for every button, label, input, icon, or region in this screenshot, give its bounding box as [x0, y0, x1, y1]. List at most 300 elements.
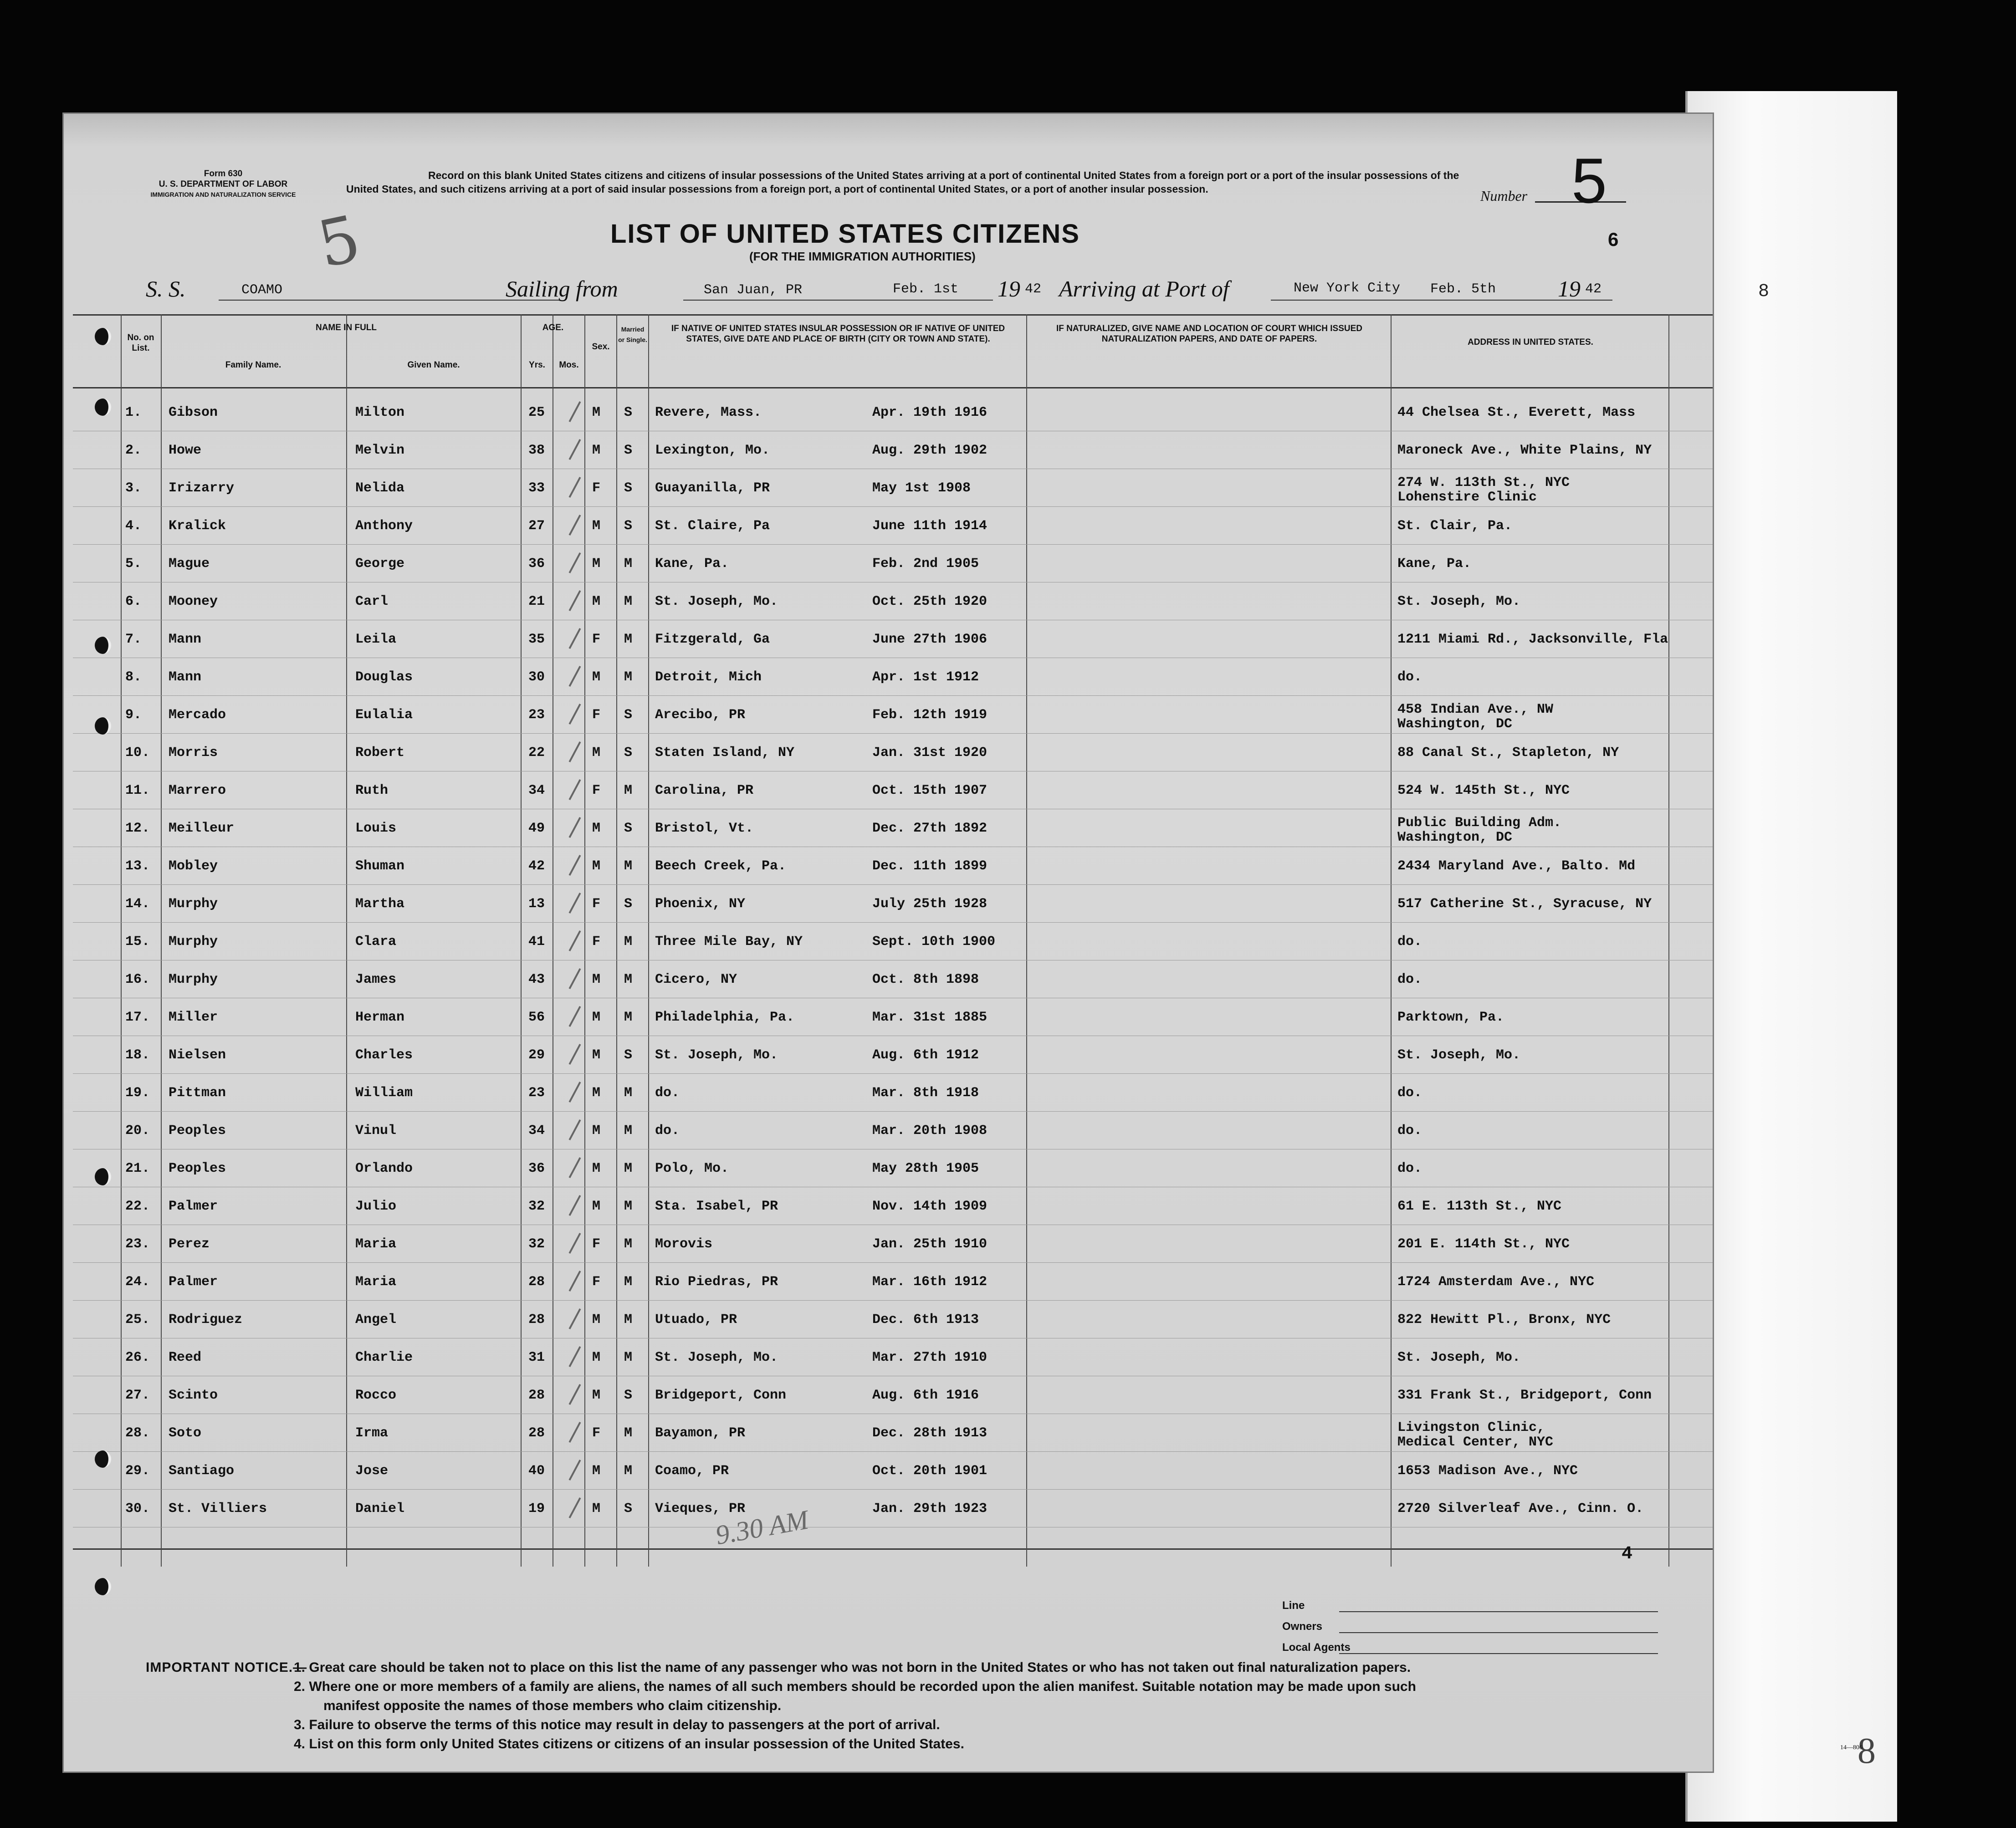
- form-identifier: [132, 169, 314, 200]
- cell-no: 26.: [125, 1350, 150, 1365]
- col-mos: Mos.: [559, 360, 579, 370]
- cell-given: Orlando: [355, 1161, 413, 1176]
- cell-given: Robert: [355, 745, 405, 761]
- line-label: Line: [1282, 1599, 1305, 1612]
- cell-date: June 27th 1906: [872, 632, 988, 647]
- cell-no: 9.: [125, 707, 142, 723]
- cell-family: Mague: [169, 556, 210, 572]
- cell-family: Gibson: [169, 405, 218, 420]
- table-row: [73, 1112, 1713, 1149]
- col-name-in-full: NAME IN FULL: [315, 323, 377, 332]
- punch-hole: [95, 1168, 111, 1185]
- cell-place: Three Mile Bay, NY: [655, 934, 803, 950]
- cell-place: Philadelphia, Pa.: [655, 1010, 795, 1025]
- cell-ms: M: [624, 669, 633, 685]
- scribble-mark: 5: [312, 201, 367, 283]
- cell-ms: M: [624, 934, 633, 950]
- check-tick: [568, 439, 581, 460]
- cell-family: Murphy: [169, 972, 218, 987]
- cell-family: Meilleur: [169, 821, 235, 836]
- footer-code: 14—806: [1840, 1744, 1862, 1751]
- cell-family: Scinto: [169, 1388, 218, 1403]
- check-tick: [568, 1422, 581, 1443]
- cell-age: 28: [528, 1312, 545, 1328]
- cell-no: 19.: [125, 1085, 150, 1101]
- cell-address: do.: [1397, 1085, 1422, 1101]
- cell-address: 524 W. 145th St., NYC: [1397, 783, 1570, 798]
- cell-sex: M: [592, 518, 601, 534]
- cell-age: 21: [528, 594, 545, 609]
- row-rule: [73, 884, 1713, 885]
- cell-family: Morris: [169, 745, 218, 761]
- arrival-underline: [1271, 300, 1508, 301]
- cell-date: Mar. 31st 1885: [872, 1010, 988, 1025]
- punch-hole: [95, 637, 111, 654]
- cell-sex: M: [592, 556, 601, 572]
- table-row: [73, 1225, 1713, 1262]
- cell-place: Arecibo, PR: [655, 707, 746, 723]
- punch-hole: [95, 1578, 111, 1595]
- cell-sex: M: [592, 1010, 601, 1025]
- cell-given: William: [355, 1085, 413, 1101]
- cell-sex: M: [592, 1047, 601, 1063]
- year-prefix-2: 19: [1558, 276, 1581, 301]
- year-prefix-1: 19: [998, 276, 1020, 301]
- cell-sex: F: [592, 896, 601, 912]
- notice-item-1: 1. Great care should be taken not to place on this list the name of any passenger who was not born in the United States or who has not taken out final naturalization papers.: [294, 1660, 1411, 1675]
- list-number: 5: [1571, 145, 1607, 216]
- cell-family: Reed: [169, 1350, 202, 1365]
- col-sex: Sex.: [592, 342, 610, 352]
- back-sheet: [1685, 91, 1897, 1822]
- cell-date: Nov. 14th 1909: [872, 1199, 988, 1214]
- table-row: [73, 923, 1713, 960]
- cell-ms: M: [624, 1199, 633, 1214]
- punch-hole: [95, 328, 111, 345]
- passenger-table: [73, 314, 1713, 1567]
- cell-family: Murphy: [169, 896, 218, 912]
- cell-given: Vinul: [355, 1123, 397, 1139]
- cell-address: Public Building Adm.: [1397, 815, 1562, 831]
- cell-place: St. Joseph, Mo.: [655, 1350, 778, 1365]
- table-row: [73, 507, 1713, 544]
- sailing-date-underline: [879, 300, 993, 301]
- cell-place: Fitzgerald, Ga: [655, 632, 770, 647]
- col-no: No. on List.: [127, 333, 154, 353]
- cell-age: 56: [528, 1010, 545, 1025]
- row-rule: [73, 922, 1713, 923]
- table-bottom-rule: [73, 1548, 1713, 1550]
- table-row: [73, 1377, 1713, 1413]
- ship-name: COAMO: [241, 282, 283, 298]
- punch-hole: [95, 1450, 111, 1468]
- header-bottom-rule: [73, 387, 1713, 388]
- cell-sex: M: [592, 1312, 601, 1328]
- table-row: [73, 848, 1713, 884]
- row-rule: [73, 1111, 1713, 1112]
- cell-address: do.: [1397, 1161, 1422, 1176]
- cell-place: Kane, Pa.: [655, 556, 729, 572]
- cell-ms: M: [624, 1010, 633, 1025]
- form-number: Form 630: [204, 169, 243, 179]
- cell-date: Feb. 12th 1919: [872, 707, 988, 723]
- cell-ms: S: [624, 1388, 633, 1403]
- cell-sex: F: [592, 1236, 601, 1252]
- check-tick: [568, 401, 581, 422]
- handwritten-signature: 9.30 AM: [713, 1504, 811, 1551]
- cell-no: 25.: [125, 1312, 150, 1328]
- cell-no: 8.: [125, 669, 142, 685]
- cell-no: 27.: [125, 1388, 150, 1403]
- cell-family: Miller: [169, 1010, 218, 1025]
- cell-sex: M: [592, 1085, 601, 1101]
- back-sheet-number: 8: [1758, 281, 1770, 302]
- cell-ms: M: [624, 1123, 633, 1139]
- cell-given: James: [355, 972, 397, 987]
- cell-date: Oct. 15th 1907: [872, 783, 988, 798]
- row-rule: [73, 695, 1713, 696]
- cell-no: 13.: [125, 858, 150, 874]
- col-naturalized: IF NATURALIZED, GIVE NAME AND LOCATION OF COURT WHICH ISSUED NATURALIZATION PAPERS, AND DATE OF PAPERS.: [1056, 324, 1362, 344]
- table-row: [73, 432, 1713, 468]
- back-sheet-corner-mark: 8: [1857, 1731, 1876, 1771]
- cell-sex: M: [592, 1388, 601, 1403]
- cell-family: Pittman: [169, 1085, 226, 1101]
- cell-no: 17.: [125, 1010, 150, 1025]
- cell-ms: M: [624, 1236, 633, 1252]
- table-row: [73, 1150, 1713, 1186]
- check-tick: [568, 590, 581, 611]
- cell-address: St. Joseph, Mo.: [1397, 594, 1521, 609]
- cell-given: Clara: [355, 934, 397, 950]
- cell-given: Charlie: [355, 1350, 413, 1365]
- local-agents-label: Local Agents: [1282, 1641, 1351, 1654]
- cell-ms: M: [624, 1274, 633, 1290]
- check-tick: [568, 855, 581, 876]
- cell-age: 19: [528, 1501, 545, 1517]
- cell-address: St. Joseph, Mo.: [1397, 1350, 1521, 1365]
- check-tick: [568, 893, 581, 914]
- cell-ms: M: [624, 1350, 633, 1365]
- table-row: [73, 545, 1713, 582]
- cell-family: Palmer: [169, 1199, 218, 1214]
- cell-sex: M: [592, 745, 601, 761]
- cell-no: 7.: [125, 632, 142, 647]
- cell-sex: M: [592, 821, 601, 836]
- cell-sex: M: [592, 1199, 601, 1214]
- cell-family: Peoples: [169, 1161, 226, 1176]
- cell-no: 29.: [125, 1463, 150, 1479]
- cell-address: St. Joseph, Mo.: [1397, 1047, 1521, 1063]
- col-yrs: Yrs.: [529, 360, 545, 370]
- check-tick: [568, 552, 581, 573]
- cell-family: Palmer: [169, 1274, 218, 1290]
- cell-address: 61 E. 113th St., NYC: [1397, 1199, 1562, 1214]
- cell-no: 21.: [125, 1161, 150, 1176]
- check-tick: [568, 1384, 581, 1405]
- cell-address: 88 Canal St., Stapleton, NY: [1397, 745, 1619, 761]
- cell-place: do.: [655, 1123, 680, 1139]
- cell-no: 14.: [125, 896, 150, 912]
- cell-place: Bristol, Vt.: [655, 821, 754, 836]
- cell-no: 10.: [125, 745, 150, 761]
- cell-family: Murphy: [169, 934, 218, 950]
- check-tick: [568, 1346, 581, 1367]
- cell-address: 2434 Maryland Ave., Balto. Md: [1397, 858, 1636, 874]
- table-row: [73, 621, 1713, 657]
- cell-address: 44 Chelsea St., Everett, Mass: [1397, 405, 1636, 420]
- check-tick: [568, 1082, 581, 1103]
- cell-no: 5.: [125, 556, 142, 572]
- owners-label: Owners: [1282, 1620, 1323, 1633]
- cell-address: St. Clair, Pa.: [1397, 518, 1513, 534]
- table-row: [73, 810, 1713, 846]
- year-2: 42: [1585, 281, 1602, 297]
- cell-address: do.: [1397, 934, 1422, 950]
- cell-given: Irma: [355, 1425, 389, 1441]
- cell-no: 18.: [125, 1047, 150, 1063]
- col-married-single: Married or Single.: [618, 326, 647, 343]
- check-tick: [568, 515, 581, 536]
- cell-age: 23: [528, 707, 545, 723]
- cell-family: Mobley: [169, 858, 218, 874]
- table-row: [73, 1301, 1713, 1338]
- owners-underline: [1339, 1632, 1658, 1633]
- table-row: [73, 696, 1713, 733]
- cell-no: 15.: [125, 934, 150, 950]
- cell-age: 33: [528, 480, 545, 496]
- table-row: [73, 885, 1713, 922]
- cell-date: Oct. 25th 1920: [872, 594, 988, 609]
- cell-place: Utuado, PR: [655, 1312, 737, 1328]
- cell-no: 4.: [125, 518, 142, 534]
- check-tick: [568, 1233, 581, 1254]
- col-given-name: Given Name.: [407, 360, 460, 370]
- cell-family: Irizarry: [169, 480, 235, 496]
- cell-age: 36: [528, 1161, 545, 1176]
- check-tick: [568, 817, 581, 838]
- cell-no: 6.: [125, 594, 142, 609]
- cell-ms: M: [624, 783, 633, 798]
- table-row: [73, 394, 1713, 430]
- cell-date: May 28th 1905: [872, 1161, 979, 1176]
- cell-place: St. Joseph, Mo.: [655, 594, 778, 609]
- table-row: [73, 734, 1713, 771]
- line-underline: [1339, 1611, 1658, 1612]
- cell-ms: S: [624, 821, 633, 836]
- check-tick: [568, 1460, 581, 1481]
- arrival-port: New York City: [1294, 281, 1401, 296]
- table-row: [73, 772, 1713, 808]
- cell-date: Feb. 2nd 1905: [872, 556, 979, 572]
- cell-ms: S: [624, 707, 633, 723]
- cell-given: Martha: [355, 896, 405, 912]
- cell-no: 28.: [125, 1425, 150, 1441]
- table-row: [73, 1188, 1713, 1224]
- row-rule: [73, 1451, 1713, 1452]
- cell-age: 36: [528, 556, 545, 572]
- cell-given: Maria: [355, 1274, 397, 1290]
- important-notice-heading: IMPORTANT NOTICE.—: [146, 1660, 307, 1675]
- table-row: [73, 1452, 1713, 1489]
- cell-age: 34: [528, 1123, 545, 1139]
- ss-label: S. S.: [146, 276, 186, 301]
- cell-family: Mooney: [169, 594, 218, 609]
- cell-age: 31: [528, 1350, 545, 1365]
- arrival-date: Feb. 5th: [1430, 281, 1496, 297]
- cell-ms: S: [624, 405, 633, 420]
- cell-family: Marrero: [169, 783, 226, 798]
- table-row: [73, 1490, 1713, 1527]
- cell-age: 27: [528, 518, 545, 534]
- cell-given: Shuman: [355, 858, 405, 874]
- notice-item-2-cont: manifest opposite the names of those members who claim citizenship.: [323, 1698, 782, 1713]
- cell-family: Howe: [169, 443, 202, 458]
- cell-sex: F: [592, 783, 601, 798]
- cell-place: Bridgeport, Conn: [655, 1388, 787, 1403]
- cell-sex: F: [592, 1274, 601, 1290]
- cell-given: Charles: [355, 1047, 413, 1063]
- cell-age: 25: [528, 405, 545, 420]
- cell-age: 32: [528, 1199, 545, 1214]
- table-row: [73, 470, 1713, 506]
- arrival-date-underline: [1494, 300, 1612, 301]
- check-tick: [568, 1308, 581, 1329]
- table-row: [73, 583, 1713, 619]
- local-agents-underline: [1339, 1653, 1658, 1654]
- cell-sex: F: [592, 632, 601, 647]
- cell-age: 34: [528, 783, 545, 798]
- check-tick: [568, 1497, 581, 1518]
- cell-date: July 25th 1928: [872, 896, 988, 912]
- check-tick: [568, 779, 581, 800]
- cell-place: Detroit, Mich: [655, 669, 762, 685]
- cell-date: Dec. 28th 1913: [872, 1425, 988, 1441]
- cell-ms: S: [624, 1047, 633, 1063]
- cell-place: do.: [655, 1085, 680, 1101]
- cell-address: 1653 Madison Ave., NYC: [1397, 1463, 1578, 1479]
- cell-ms: M: [624, 858, 633, 874]
- cell-place: Phoenix, NY: [655, 896, 746, 912]
- number-label: Number: [1480, 188, 1528, 204]
- cell-family: Soto: [169, 1425, 202, 1441]
- check-tick: [568, 1006, 581, 1027]
- sailing-from: San Juan, PR: [704, 282, 803, 298]
- cell-no: 11.: [125, 783, 150, 798]
- page-title: LIST OF UNITED STATES CITIZENS: [610, 219, 1080, 249]
- cell-no: 1.: [125, 405, 142, 420]
- cell-age: 30: [528, 669, 545, 685]
- punch-hole: [95, 717, 111, 735]
- cell-place: Cicero, NY: [655, 972, 737, 987]
- row-rule: [73, 1262, 1713, 1263]
- row-rule: [73, 506, 1713, 507]
- cell-place: St. Claire, Pa: [655, 518, 770, 534]
- cell-sex: M: [592, 443, 601, 458]
- cell-ms: M: [624, 1425, 633, 1441]
- cell-given: George: [355, 556, 405, 572]
- cell-place: Carolina, PR: [655, 783, 754, 798]
- cell-date: May 1st 1908: [872, 480, 971, 496]
- check-tick: [568, 968, 581, 989]
- cell-date: Apr. 1st 1912: [872, 669, 979, 685]
- cell-sex: F: [592, 707, 601, 723]
- cell-ms: M: [624, 1312, 633, 1328]
- cell-sex: M: [592, 594, 601, 609]
- cell-sex: M: [592, 1161, 601, 1176]
- cell-age: 35: [528, 632, 545, 647]
- cell-age: 49: [528, 821, 545, 836]
- cell-family: Rodriguez: [169, 1312, 243, 1328]
- row-rule: [73, 733, 1713, 734]
- cell-family: Mann: [169, 669, 202, 685]
- cell-sex: M: [592, 1123, 601, 1139]
- cell-date: June 11th 1914: [872, 518, 988, 534]
- notice-item-3: 3. Failure to observe the terms of this notice may result in delay to passengers at the port of arrival.: [294, 1717, 940, 1732]
- cell-given: Eulalia: [355, 707, 413, 723]
- check-tick: [568, 704, 581, 725]
- cell-address: 2720 Silverleaf Ave., Cinn. O.: [1397, 1501, 1644, 1517]
- table-row: [73, 1414, 1713, 1451]
- col-address: ADDRESS IN UNITED STATES.: [1468, 337, 1593, 347]
- cell-family: Peoples: [169, 1123, 226, 1139]
- cell-given: Carl: [355, 594, 389, 609]
- check-tick: [568, 666, 581, 687]
- cell-sex: M: [592, 405, 601, 420]
- cell-family: Mann: [169, 632, 202, 647]
- cell-date: Mar. 20th 1908: [872, 1123, 988, 1139]
- cell-ms: S: [624, 518, 633, 534]
- cell-family: Kralick: [169, 518, 226, 534]
- cell-family: Perez: [169, 1236, 210, 1252]
- table-row: [73, 961, 1713, 997]
- cell-address: 331 Frank St., Bridgeport, Conn: [1397, 1388, 1652, 1403]
- cell-age: 42: [528, 858, 545, 874]
- cell-place: Sta. Isabel, PR: [655, 1199, 778, 1214]
- cell-given: Herman: [355, 1010, 405, 1025]
- cell-address: Parktown, Pa.: [1397, 1010, 1504, 1025]
- row-rule: [73, 1489, 1713, 1490]
- margin-mark: 4: [1622, 1544, 1633, 1564]
- cell-ms: M: [624, 1463, 633, 1479]
- table-row: [73, 1339, 1713, 1375]
- notice-item-4: 4. List on this form only United States citizens or citizens of an insular possession of the United States.: [294, 1736, 964, 1751]
- cell-address-line-2: Lohenstire Clinic: [1397, 490, 1537, 505]
- cell-given: Julio: [355, 1199, 397, 1214]
- cell-date: Dec. 6th 1913: [872, 1312, 979, 1328]
- cell-no: 20.: [125, 1123, 150, 1139]
- cell-date: Mar. 27th 1910: [872, 1350, 988, 1365]
- cell-ms: S: [624, 1501, 633, 1517]
- cell-ms: M: [624, 556, 633, 572]
- cell-given: Angel: [355, 1312, 397, 1328]
- cell-given: Maria: [355, 1236, 397, 1252]
- punch-hole: [95, 398, 111, 416]
- cell-date: Mar. 16th 1912: [872, 1274, 988, 1290]
- cell-given: Anthony: [355, 518, 413, 534]
- cell-place: Vieques, PR: [655, 1501, 746, 1517]
- cell-date: Jan. 31st 1920: [872, 745, 988, 761]
- cell-sex: F: [592, 480, 601, 496]
- cell-address: 1724 Amsterdam Ave., NYC: [1397, 1274, 1595, 1290]
- cell-address-line-2: Washington, DC: [1397, 830, 1513, 845]
- cell-place: Polo, Mo.: [655, 1161, 729, 1176]
- cell-age: 22: [528, 745, 545, 761]
- cell-address: Livingston Clinic,: [1397, 1420, 1545, 1435]
- cell-date: Jan. 25th 1910: [872, 1236, 988, 1252]
- cell-age: 40: [528, 1463, 545, 1479]
- cell-address: Kane, Pa.: [1397, 556, 1472, 572]
